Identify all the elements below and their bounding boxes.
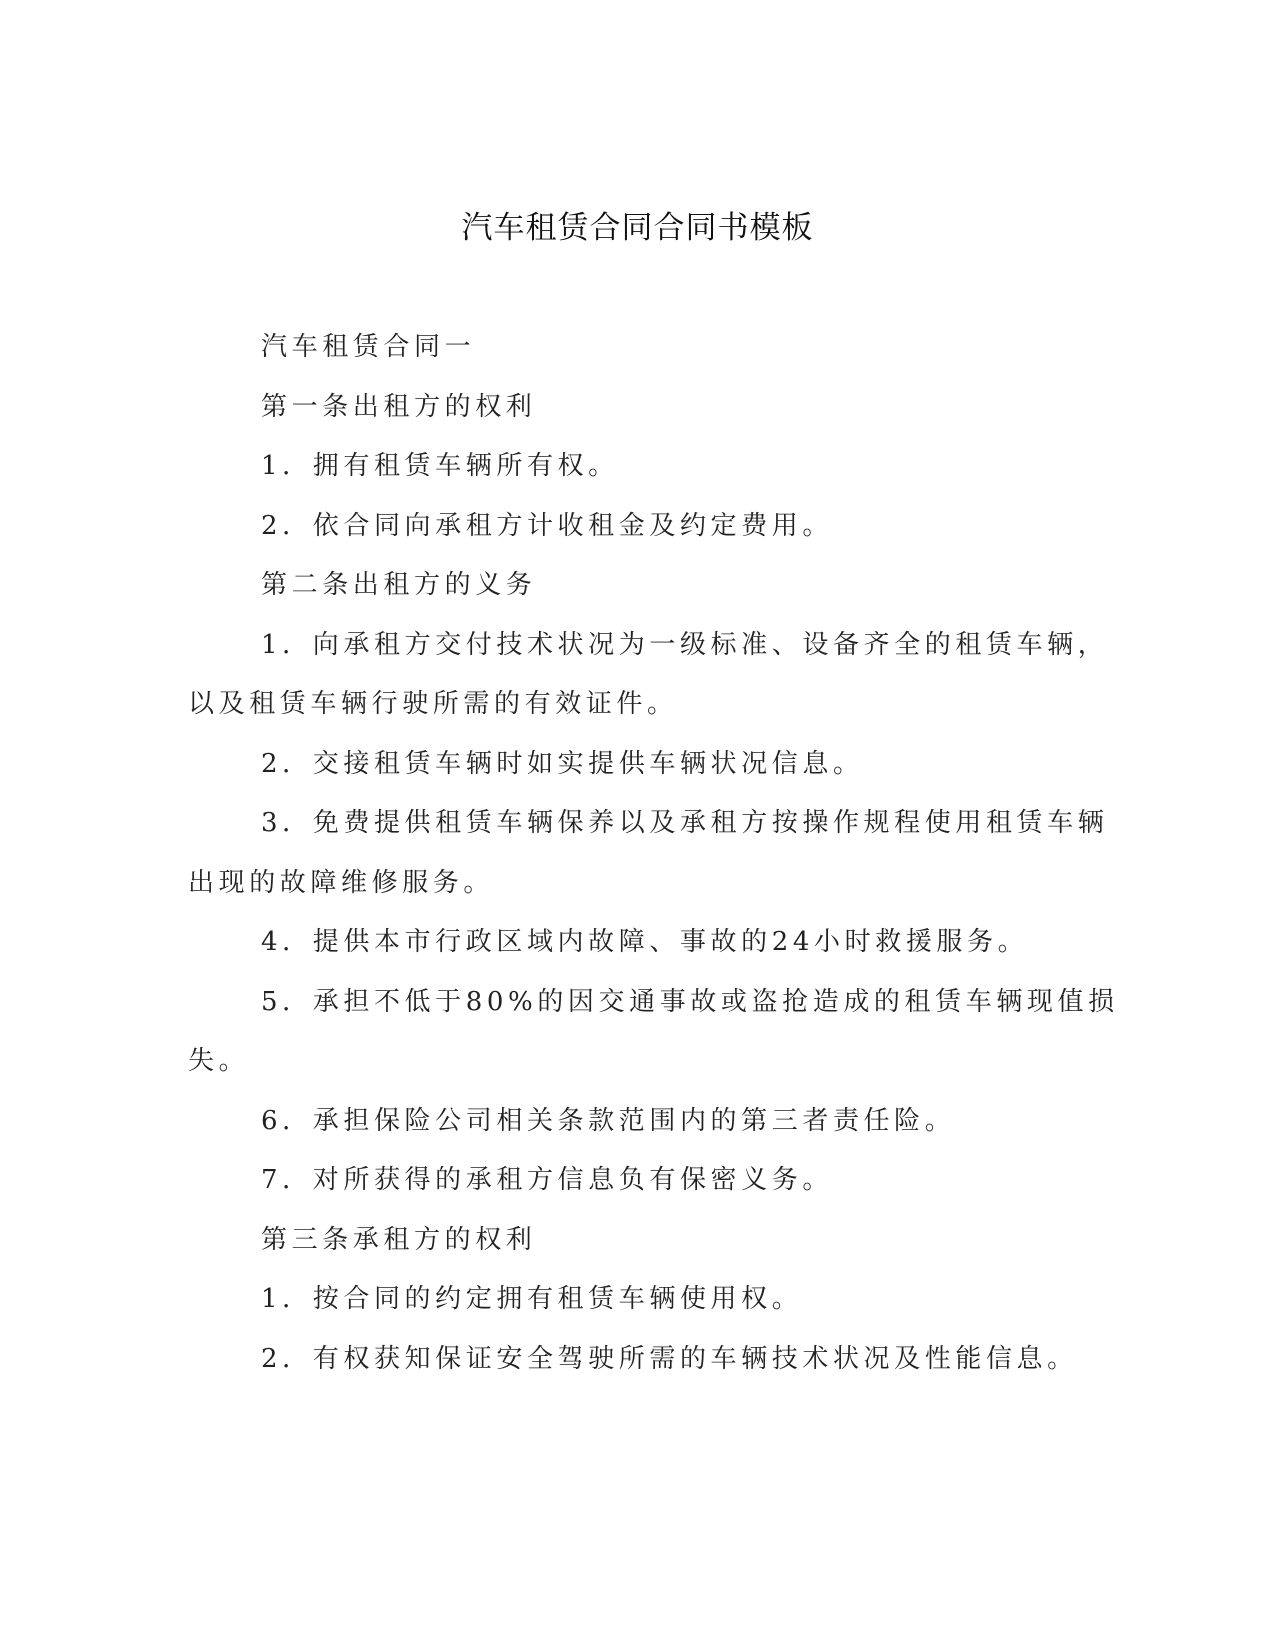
section-heading	[188, 1211, 1068, 1271]
list-item	[188, 1270, 1068, 1330]
paragraph-line: 失。	[188, 1046, 250, 1076]
list-item	[188, 437, 1068, 497]
paragraph-line: 2．交接租赁车辆时如实提供车辆状况信息。	[261, 748, 864, 779]
list-item	[188, 1151, 1068, 1211]
paragraph-line: 第二条出租方的义务	[261, 570, 537, 600]
list-item	[188, 794, 1109, 913]
list-item	[188, 497, 1068, 557]
paragraph-line: 以及租赁车辆行驶所需的有效证件。	[188, 689, 678, 719]
section-heading	[188, 318, 1068, 378]
paragraph-line: 2．有权获知保证安全驾驶所需的车辆技术状况及性能信息。	[261, 1343, 1078, 1374]
list-item	[188, 973, 1119, 1092]
paragraph-line: 1．按合同的约定拥有租赁车辆使用权。	[261, 1284, 803, 1314]
section-heading	[188, 556, 1068, 616]
paragraph-line: 汽车租赁合同一	[261, 332, 476, 362]
document-title: 汽车租赁合同合同书模板	[461, 210, 814, 246]
paragraph-line: 2．依合同向承租方计收租金及约定费用。	[261, 510, 833, 541]
paragraph-line: 5．承担不低于80%的因交通事故或盗抢造成的租赁车辆现值损	[261, 986, 1119, 1017]
paragraph-line: 7．对所获得的承租方信息负有保密义务。	[261, 1165, 833, 1195]
list-item	[188, 1330, 1078, 1390]
list-item	[188, 735, 1068, 795]
document-body	[188, 318, 1119, 1389]
paragraph-line: 出现的故障维修服务。	[188, 867, 495, 898]
paragraph-line: 4．提供本市行政区域内故障、事故的24小时救援服务。	[261, 927, 1029, 957]
paragraph-line: 1．拥有租赁车辆所有权。	[261, 451, 619, 481]
list-item	[188, 1092, 1068, 1152]
paragraph-line: 3．免费提供租赁车辆保养以及承租方按操作规程使用租赁车辆	[261, 808, 1109, 838]
section-heading	[188, 378, 1068, 438]
list-item	[188, 913, 1068, 973]
paragraph-line: 第三条承租方的权利	[261, 1224, 537, 1255]
paragraph-line: 6．承担保险公司相关条款范围内的第三者责任险。	[261, 1105, 956, 1136]
paragraph-line: 第一条出租方的权利	[261, 391, 537, 422]
paragraph-line: 1．向承租方交付技术状况为一级标准、设备齐全的租赁车辆，	[261, 629, 1109, 660]
list-item	[188, 616, 1109, 735]
